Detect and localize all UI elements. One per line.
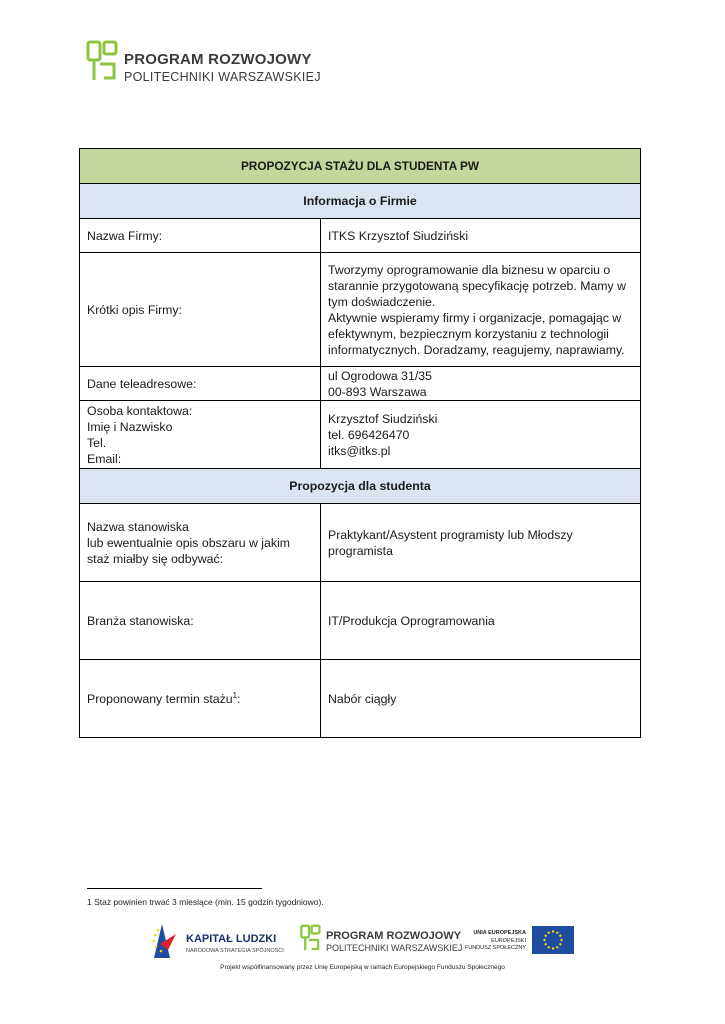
position-value: Praktykant/Asystent programisty lub Młodszy programista [321, 504, 641, 582]
footnote-text: 1 Staż powinien trwać 3 miesiące (min. 15 godzin tygodniowo). [87, 897, 324, 907]
eu-social-fund-logo [466, 926, 574, 956]
eu-star-icon [552, 947, 554, 949]
term-label-colon: : [237, 691, 241, 706]
internship-form-table [79, 148, 641, 738]
eu-title: UNIA EUROPEJSKA [473, 930, 526, 936]
eu-star-icon [559, 935, 561, 937]
form-title: PROPOZYCJA STAŻU DLA STUDENTA PW [80, 149, 641, 184]
eu-fund-line1: EUROPEJSKI [491, 938, 526, 944]
company-name-label: Nazwa Firmy: [80, 219, 321, 253]
footnote-reference[interactable]: 1 [232, 690, 238, 700]
offer-section-row [80, 469, 641, 504]
eu-star-icon [548, 946, 550, 948]
footer-logo-subtitle: POLITECHNIKI WARSZAWSKIEJ [326, 943, 463, 953]
eu-star-icon [556, 931, 558, 933]
kapital-ludzki-subtitle: NARODOWA STRATEGIA SPÓJNOŚCI [186, 948, 284, 954]
address-label: Dane teleadresowe: [80, 367, 321, 401]
contact-row [80, 401, 641, 469]
address-value: ul Ogrodowa 31/35 00-893 Warszawa [321, 367, 641, 401]
company-section-row [80, 184, 641, 219]
branch-row [80, 582, 641, 660]
company-section-heading: Informacja o Firmie [80, 184, 641, 219]
address-row [80, 367, 641, 401]
footer-logo-title: PROGRAM ROZWOJOWY [326, 930, 462, 942]
term-value: Nabór ciągły [321, 660, 641, 738]
program-rozwojowy-logo [86, 40, 321, 88]
pw-logo-mark-icon [86, 40, 120, 82]
branch-label: Branża stanowiska: [80, 582, 321, 660]
offer-section-heading: Propozycja dla studenta [80, 469, 641, 504]
term-row [80, 660, 641, 738]
term-label-text: Proponowany termin stażu [87, 691, 233, 706]
form-title-row [80, 149, 641, 184]
eu-fund-line2: FUNDUSZ SPOŁECZNY [464, 945, 526, 951]
kapital-ludzki-logo [150, 920, 284, 960]
position-label: Nazwa stanowiska lub ewentualnie opis obszaru w jakim staż miałby się odbywać: [80, 504, 321, 582]
eu-star-icon [560, 939, 562, 941]
logo-subtitle: POLITECHNIKI WARSZAWSKIEJ [124, 70, 321, 84]
logo-title: PROGRAM ROZWOJOWY [124, 51, 312, 68]
eu-star-icon [552, 930, 554, 932]
footnote-separator [87, 888, 262, 889]
contact-value: Krzysztof Siudziński tel. 696426470 itks@itks.pl [321, 401, 641, 469]
eu-star-icon [559, 943, 561, 945]
eu-star-icon [556, 946, 558, 948]
eu-flag-icon [532, 926, 574, 954]
position-row [80, 504, 641, 582]
eu-star-icon [544, 943, 546, 945]
company-description-value: Tworzymy oprogramowanie dla biznesu w oparciu o starannie przygotowaną specyfikację potrzeb. Mamy w tym doświadczenie. Aktywnie wspieramy firmy i organizacje, pomagając w efektywnym, bezpiecznym korzystaniu z technologii informatycznych. Doradzamy, reagujemy, naprawiamy. [321, 253, 641, 367]
company-description-row [80, 253, 641, 367]
eu-star-icon [548, 931, 550, 933]
eu-star-icon [543, 939, 545, 941]
contact-label: Osoba kontaktowa: Imię i Nazwisko Tel. Email: [80, 401, 321, 469]
pw-footer-mark-icon [300, 924, 322, 952]
kapital-ludzki-flag-icon [150, 920, 180, 960]
company-name-value: ITKS Krzysztof Siudziński [321, 219, 641, 253]
eu-star-icon [544, 935, 546, 937]
program-rozwojowy-footer-logo [300, 924, 463, 956]
cofinancing-note: Projekt współfinansowany przez Unię Europejską w ramach Europejskiego Funduszu Społecznego [220, 964, 505, 971]
branch-value: IT/Produkcja Oprogramowania [321, 582, 641, 660]
company-description-label: Krótki opis Firmy: [80, 253, 321, 367]
company-name-row [80, 219, 641, 253]
term-label [80, 660, 321, 738]
kapital-ludzki-title: KAPITAŁ LUDZKI [186, 933, 277, 945]
